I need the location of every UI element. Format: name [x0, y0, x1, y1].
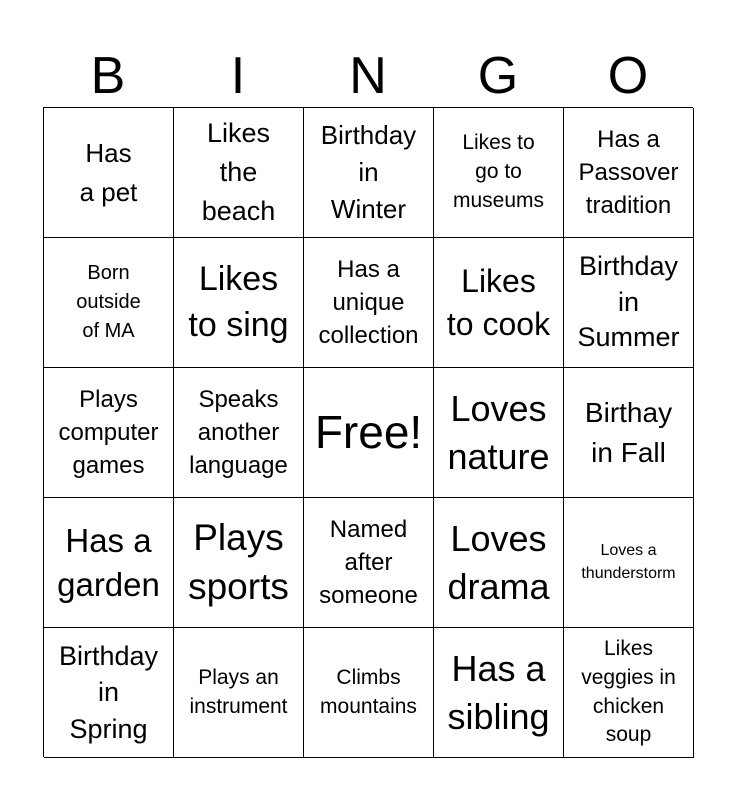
bingo-cell[interactable] [434, 238, 564, 368]
bingo-cell-text: Loves a thunderstorm [581, 542, 676, 582]
bingo-cell-text: Birthday in Summer [577, 251, 680, 353]
bingo-cell-text: Speaks another language [189, 385, 288, 480]
bingo-cell[interactable] [434, 108, 564, 238]
header-letter-i: I [230, 47, 246, 105]
bingo-cell-text: Likes veggies in chicken soup [581, 636, 676, 747]
bingo-cell-text: Likes to go to museums [452, 131, 545, 212]
bingo-cell-text: Has a unique collection [318, 255, 419, 350]
bingo-cell-text: Plays sports [188, 516, 289, 607]
bingo-board [43, 107, 693, 757]
bingo-cell[interactable] [174, 628, 304, 758]
bingo-cell-text: Has a Passover tradition [578, 125, 679, 220]
bingo-cell-text: Plays an instrument [189, 665, 288, 718]
bingo-cell[interactable] [174, 108, 304, 238]
bingo-cell-text: Likes to cook [446, 263, 551, 342]
bingo-cell-text: Born outside of MA [76, 262, 141, 342]
bingo-cell[interactable] [564, 368, 694, 498]
bingo-cell[interactable] [304, 238, 434, 368]
bingo-cell-text: Loves drama [447, 517, 550, 607]
bingo-cell[interactable] [564, 238, 694, 368]
bingo-cell[interactable] [44, 368, 174, 498]
bingo-cell[interactable] [44, 238, 174, 368]
bingo-cell[interactable] [44, 108, 174, 238]
bingo-cell-text: Birthday in Winter [320, 120, 417, 224]
bingo-cell[interactable] [564, 628, 694, 758]
bingo-header [43, 44, 693, 108]
bingo-cell[interactable] [564, 108, 694, 238]
bingo-cell-text: Has a pet [79, 137, 138, 207]
bingo-cell-text: Birthday in Spring [58, 640, 159, 744]
bingo-cell[interactable] [304, 498, 434, 628]
bingo-cell-text: Has a sibling [447, 647, 550, 737]
free-space-text: Free! [314, 405, 423, 458]
bingo-cell-text: Likes the beach [201, 117, 276, 227]
bingo-cell-text: Birthay in Fall [584, 396, 673, 468]
bingo-cell[interactable] [304, 108, 434, 238]
bingo-cell-text: Climbs mountains [320, 665, 417, 718]
bingo-cell[interactable] [434, 628, 564, 758]
bingo-cell-text: Plays computer games [58, 385, 159, 480]
bingo-cell-text: Named after someone [319, 515, 418, 610]
bingo-cell[interactable] [174, 238, 304, 368]
header-letter-o: O [607, 47, 649, 105]
header-letter-b: B [90, 47, 126, 105]
header-letter-g: G [477, 47, 519, 105]
bingo-cell[interactable] [44, 498, 174, 628]
bingo-cell-text: Has a garden [57, 521, 160, 603]
bingo-cell[interactable] [434, 498, 564, 628]
bingo-cell[interactable] [174, 368, 304, 498]
bingo-cell[interactable] [564, 498, 694, 628]
bingo-cell[interactable] [304, 628, 434, 758]
bingo-cell free-space[interactable] [304, 368, 434, 498]
bingo-cell-text: Likes to sing [188, 259, 289, 344]
header-letter-n: N [349, 47, 387, 105]
bingo-cell-text: Loves nature [447, 387, 550, 477]
bingo-cell[interactable] [44, 628, 174, 758]
bingo-cell[interactable] [434, 368, 564, 498]
bingo-cell[interactable] [174, 498, 304, 628]
